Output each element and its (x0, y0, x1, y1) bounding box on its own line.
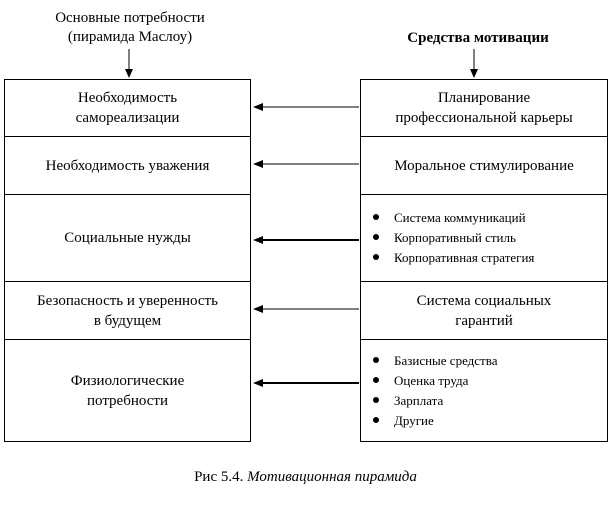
arrow-down-left (125, 49, 133, 78)
need-safety-line-1: Безопасность и уверенность (37, 292, 218, 309)
figure-caption-text: Мотивационная пирамида (247, 469, 417, 485)
arrow-basic-to-physiological (253, 379, 359, 387)
need-esteem-label: Необходимость уважения (45, 157, 210, 174)
arrow-career-to-self-actualization (253, 103, 359, 111)
motivation-header: Средства мотивации (407, 30, 549, 46)
list-item: Система коммуникаций (373, 208, 603, 228)
motivation-moral-label: Моральное стимулирование (394, 157, 574, 174)
arrow-moral-to-esteem (253, 160, 359, 168)
motivation-guarantees-line-2: гарантий (455, 312, 513, 329)
basic-list (373, 351, 603, 431)
needs-header-line-1: Основные потребности (55, 10, 205, 26)
list-item: Корпоративный стиль (373, 228, 603, 248)
need-safety (5, 281, 250, 339)
motivation-career-line-1: Планирование (437, 90, 531, 106)
corporate-list (373, 208, 603, 268)
motivation-moral (361, 136, 607, 194)
needs-header (20, 9, 240, 47)
arrow-down-right (470, 49, 478, 78)
need-safety-line-2: в будущем (93, 312, 162, 329)
motivation-column (360, 79, 608, 442)
list-item: Базисные средства (373, 351, 603, 371)
motivation-career-line-2: профессиональной карьеры (395, 110, 573, 126)
figure-caption-label: Рис 5.4. (194, 469, 244, 485)
need-physiological (5, 339, 250, 441)
need-self-actualization-line-1: Необходимость (77, 90, 178, 106)
motivation-guarantees-line-1: Система социальных (416, 292, 552, 309)
need-social (5, 194, 250, 281)
motivation-career (361, 80, 607, 136)
need-physiological-line-1: Физиологические (70, 372, 185, 389)
need-self-actualization (5, 80, 250, 136)
motivation-corporate (361, 194, 607, 281)
motivation-guarantees (361, 281, 607, 339)
needs-column (4, 79, 251, 442)
list-item: Корпоративная стратегия (373, 248, 603, 268)
list-item: Оценка труда (373, 371, 603, 391)
need-physiological-line-2: потребности (86, 392, 168, 409)
list-item: Другие (373, 411, 603, 431)
motivation-basic (361, 339, 607, 441)
arrow-corporate-to-social (253, 236, 359, 244)
arrow-guarantees-to-safety (253, 305, 359, 313)
figure-caption (0, 467, 611, 487)
need-esteem (5, 136, 250, 194)
needs-header-line-2: (пирамида Маслоу) (67, 29, 193, 45)
need-social-label: Социальные нужды (64, 230, 191, 246)
need-self-actualization-line-2: самореализации (75, 110, 180, 126)
list-item: Зарплата (373, 391, 603, 411)
